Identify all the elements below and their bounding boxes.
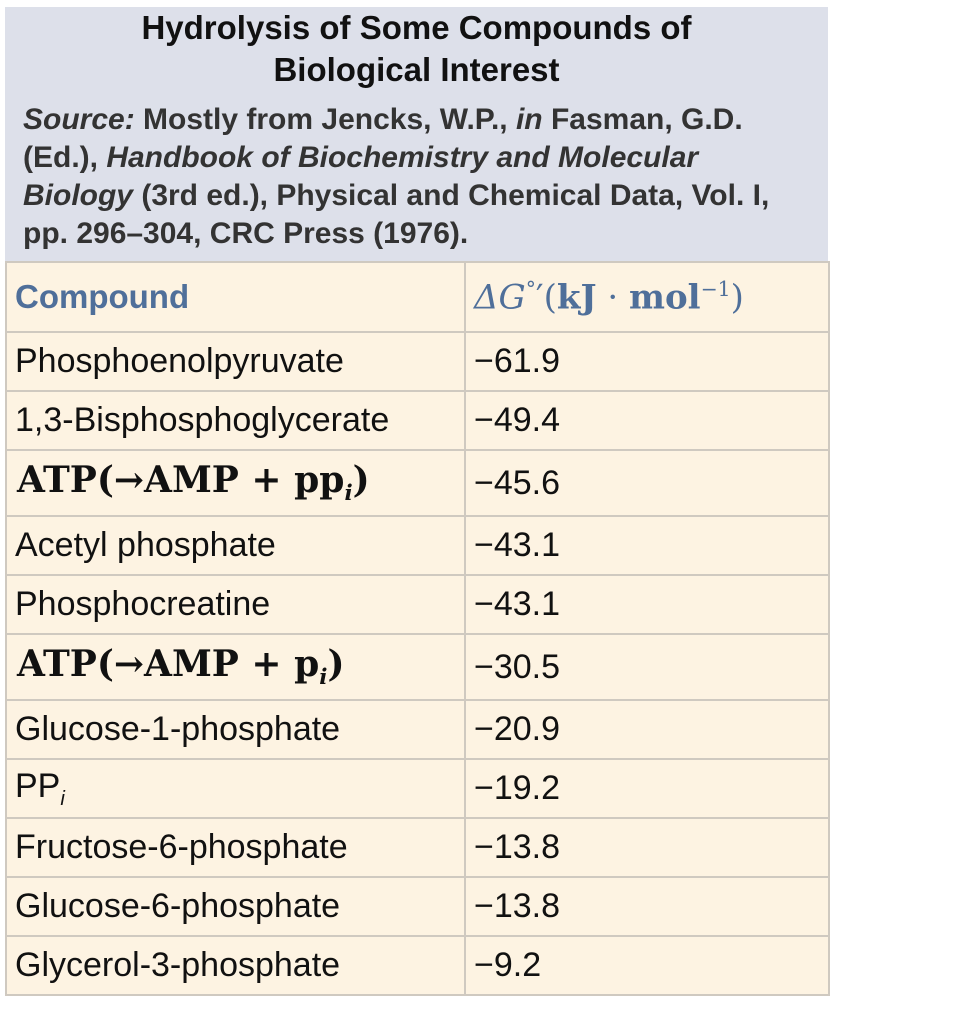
delta-g-cell: −49.4 <box>465 391 829 450</box>
compound-cell: Acetyl phosphate <box>6 516 465 575</box>
source-in: in <box>515 103 543 136</box>
compound-cell: Glucose-6-phosphate <box>6 877 465 936</box>
table-row <box>6 634 829 700</box>
compound-cell-math: $ATP(\to AMP + pp_i)$ <box>6 450 465 516</box>
header-row <box>6 262 829 332</box>
delta-g-cell: −45.6 <box>465 450 829 516</box>
delta-g-cell: −61.9 <box>465 332 829 391</box>
compound-cell: Glycerol-3-phosphate <box>6 936 465 995</box>
table-row <box>6 877 829 936</box>
table-caption <box>5 7 828 261</box>
delta-g-cell: −13.8 <box>465 877 829 936</box>
table-row <box>6 575 829 634</box>
delta-g-cell: −19.2 <box>465 759 829 818</box>
compound-cell: $PP_i$ <box>6 759 465 818</box>
table-row <box>6 450 829 516</box>
compound-cell: Fructose-6-phosphate <box>6 818 465 877</box>
header-compound: Compound <box>6 262 465 332</box>
title-line-1: Hydrolysis of Some Compounds of <box>141 9 692 46</box>
source-text-2: Fasman, G.D. (Ed.), <box>23 103 743 174</box>
table-row <box>6 332 829 391</box>
source-book-title: Handbook of Biochemistry and Molecular Biology <box>23 141 699 212</box>
source-text-1: Mostly from Jencks, W.P., <box>134 103 516 136</box>
table-row <box>6 391 829 450</box>
hydrolysis-table <box>5 261 830 996</box>
table-row <box>6 818 829 877</box>
compound-cell: Glucose-1-phosphate <box>6 700 465 759</box>
table-title <box>23 7 810 91</box>
table-row <box>6 700 829 759</box>
delta-g-cell: −13.8 <box>465 818 829 877</box>
hydrolysis-table-container <box>5 7 828 996</box>
compound-cell: Phosphoenolpyruvate <box>6 332 465 391</box>
source-citation <box>23 101 810 253</box>
title-line-2: Biological Interest <box>273 51 560 88</box>
delta-g-cell: −43.1 <box>465 575 829 634</box>
compound-cell: Phosphocreatine <box>6 575 465 634</box>
delta-g-cell: −43.1 <box>465 516 829 575</box>
source-label: Source: <box>23 103 135 136</box>
table-row <box>6 936 829 995</box>
compound-cell-math: $ATP(\to AMP + p_i)$ <box>6 634 465 700</box>
delta-g-cell: −9.2 <box>465 936 829 995</box>
header-delta-g: ΔG°′(kJ · mol$^{-1}$) <box>465 262 829 332</box>
table-row <box>6 516 829 575</box>
source-text-3: (3rd ed.), Physical and Chemical Data, Vol. I, pp. 296–304, CRC Press (1976). <box>23 179 770 250</box>
delta-g-cell: −30.5 <box>465 634 829 700</box>
compound-cell: 1,3-Bisphosphoglycerate <box>6 391 465 450</box>
table-row <box>6 759 829 818</box>
delta-g-cell: −20.9 <box>465 700 829 759</box>
